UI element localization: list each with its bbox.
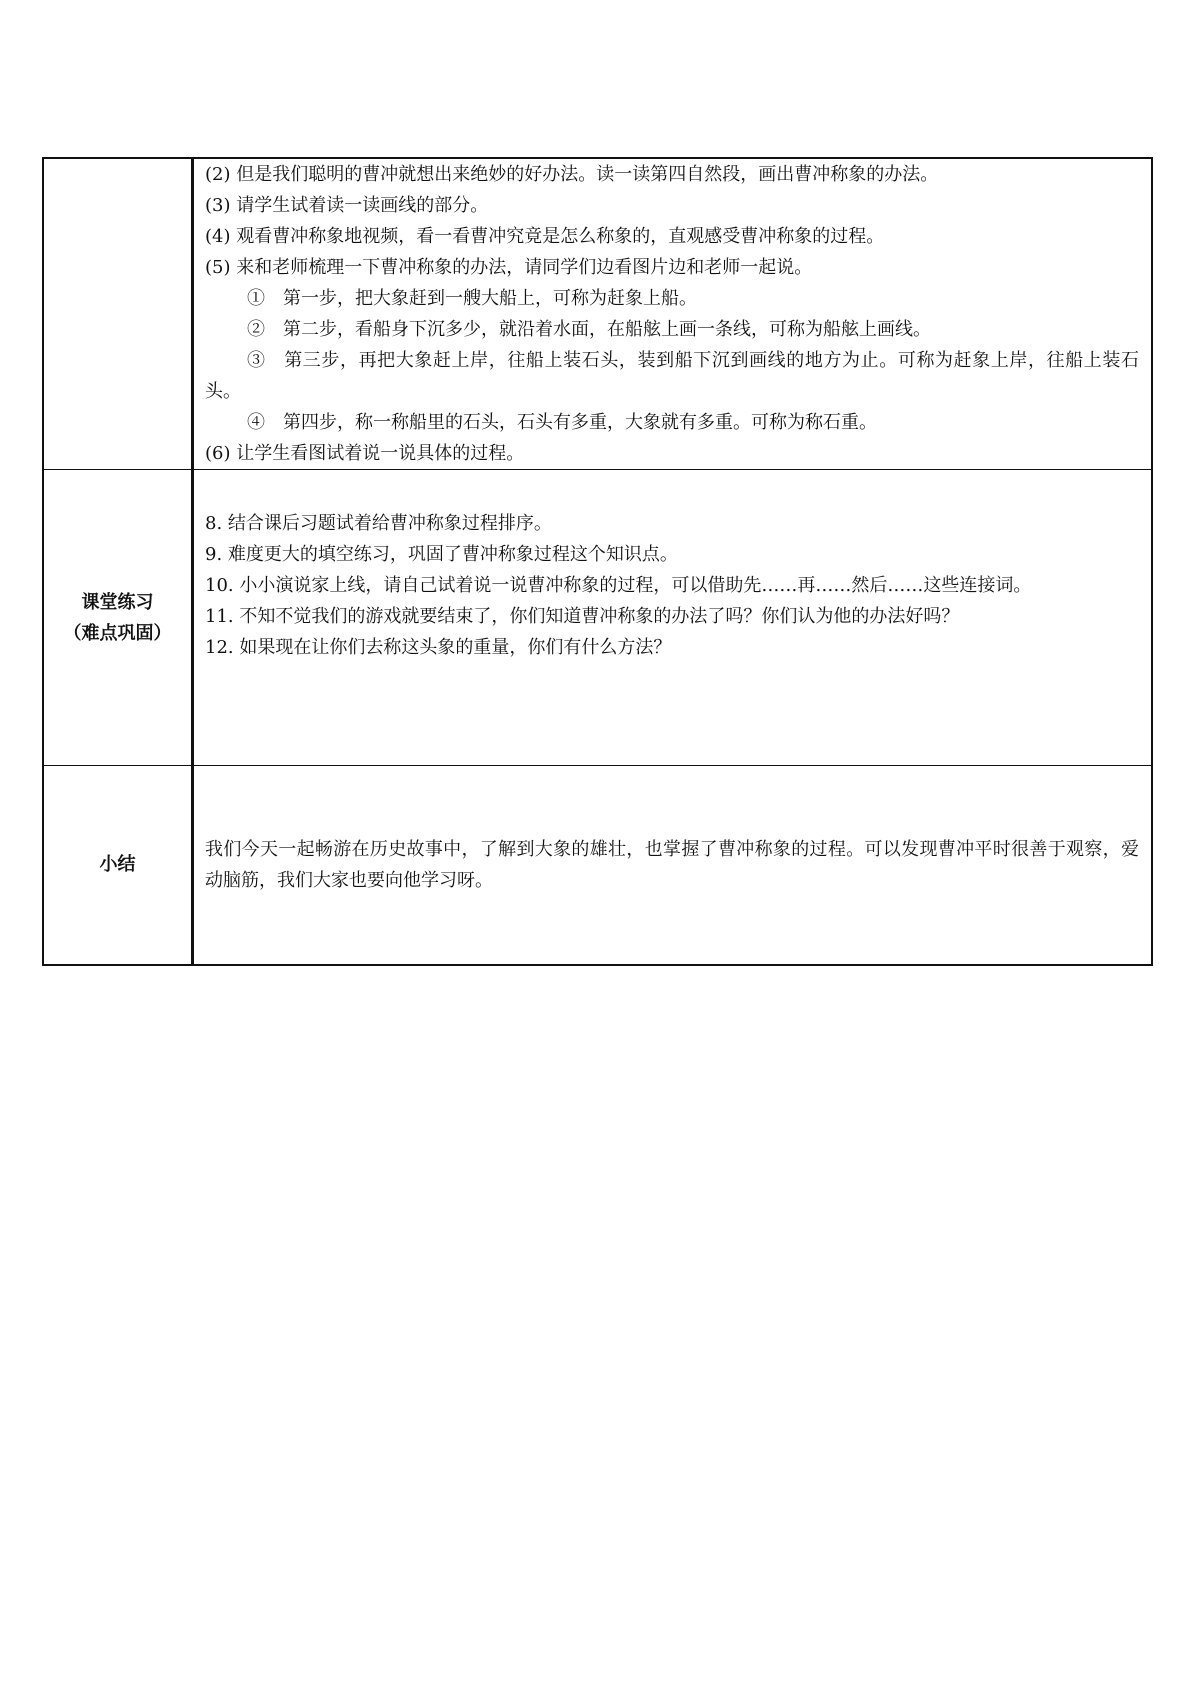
summary-content [194, 834, 1151, 896]
practice-sublabel: （难点巩固） [63, 622, 172, 644]
step-item: ④ 第四步，称一称船里的石头，石头有多重，大象就有多重。可称为称石重。 [247, 412, 877, 433]
summary-label: 小结 [43, 766, 193, 965]
step-item: ② 第二步，看船身下沉多少，就沿着水面，在船舷上画一条线，可称为船舷上画线。 [247, 319, 931, 340]
list-item: (6) 让学生看图试着说一说具体的过程。 [205, 443, 525, 464]
list-item: 8. 结合课后习题试着给曹冲称象过程排序。 [205, 513, 552, 534]
method-content [194, 159, 1151, 469]
list-item: 11. 不知不觉我们的游戏就要结束了，你们知道曹冲称象的办法了吗？你们认为他的办法好吗？ [205, 606, 960, 627]
list-item: (3) 请学生试着读一读画线的部分。 [205, 195, 489, 216]
method-content-cell [193, 158, 1153, 470]
table-row [43, 158, 1152, 470]
list-item: 10. 小小演说家上线，请自己试着说一说曹冲称象的过程，可以借助先……再……然后……这些连接词。 [205, 575, 1032, 596]
list-item: (4) 观看曹冲称象地视频，看一看曹冲究竟是怎么称象的，直观感受曹冲称象的过程。 [205, 226, 885, 247]
summary-content-cell [193, 766, 1153, 965]
practice-label: 课堂练习 [81, 591, 154, 613]
list-item: (2) 但是我们聪明的曹冲就想出来绝妙的好办法。读一读第四自然段，画出曹冲称象的办法。 [205, 164, 939, 185]
table-row [43, 766, 1152, 965]
practice-content-cell [193, 470, 1153, 766]
step-item: ① 第一步，把大象赶到一艘大船上，可称为赶象上船。 [247, 288, 697, 309]
practice-content [194, 470, 1151, 663]
row-label-empty [43, 158, 193, 470]
practice-label-cell [43, 470, 193, 766]
list-item: (5) 来和老师梳理一下曹冲称象的办法，请同学们边看图片边和老师一起说。 [205, 257, 813, 278]
list-item: 9. 难度更大的填空练习，巩固了曹冲称象过程这个知识点。 [205, 544, 678, 565]
lesson-plan-table [42, 157, 1153, 966]
list-item: 12. 如果现在让你们去称这头象的重量，你们有什么方法？ [205, 637, 672, 658]
table-row [43, 470, 1152, 766]
step-item: ③ 第三步，再把大象赶上岸，往船上装石头，装到船下沉到画线的地方为止。可称为赶象上岸，往船上装石头。 [205, 350, 1139, 402]
summary-text: 我们今天一起畅游在历史故事中，了解到大象的雄壮，也掌握了曹冲称象的过程。可以发现曹冲平时很善于观察，爱动脑筋，我们大家也要向他学习呀。 [205, 838, 1139, 891]
